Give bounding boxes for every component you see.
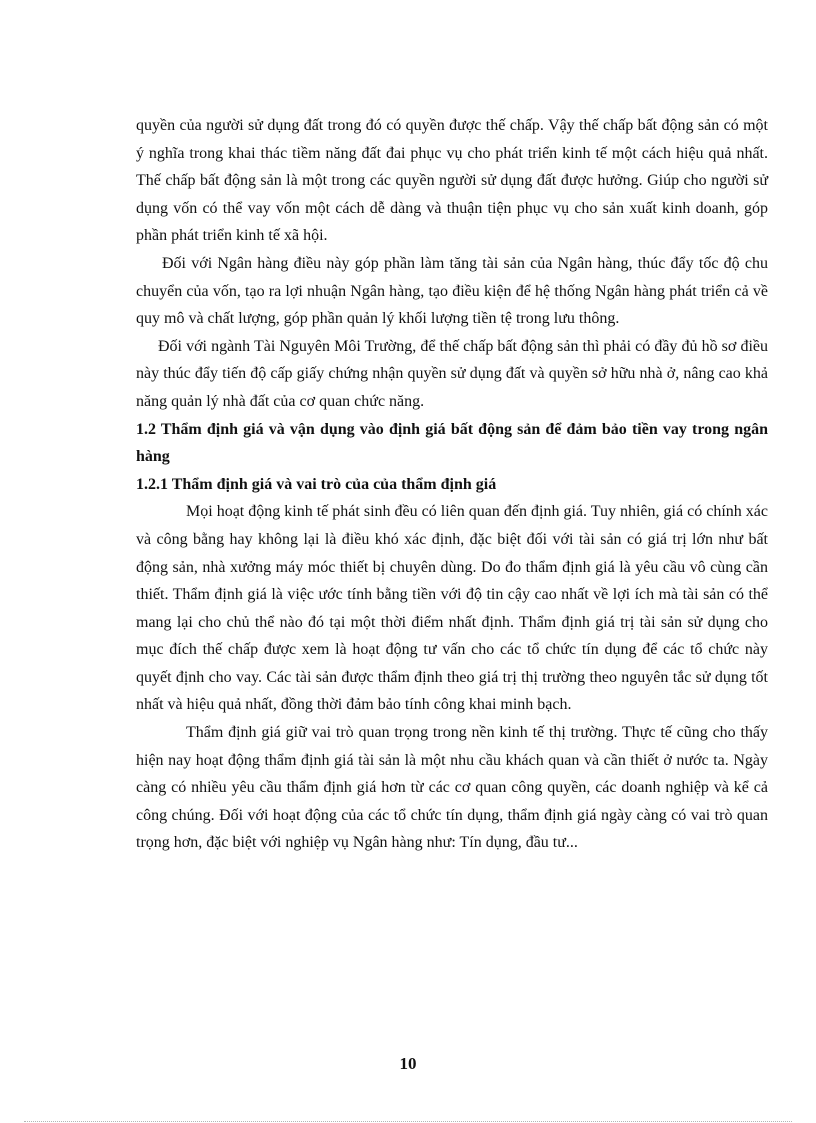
paragraph-land-use-rights: quyền của người sử dụng đất trong đó có quyền được thế chấp. Vậy thế chấp bất động sản có một ý nghĩa trong khai thác tiềm năng đất đai phục vụ cho phát triển kinh tế một cách hiệu quả nhất. Thế chấp bất động sản là một trong các quyền người sử dụng đất được hưởng. Giúp cho người sử dụng vốn có thể vay vốn một cách dễ dàng và thuận tiện phục vụ cho sản xuất kinh doanh, góp phần phát triển kinh tế xã hội. [136, 117, 768, 245]
paragraph-natural-resources: Đối với ngành Tài Nguyên Môi Trường, để thế chấp bất động sản thì phải có đầy đủ hồ sơ điều này thúc đẩy tiến độ cấp giấy chứng nhận quyền sử dụng đất và quyền sở hữu nhà ở, nâng cao khả năng quản lý nhà đất của cơ quan chức năng. [136, 337, 768, 410]
subsection-heading-1-2-1: 1.2.1 Thẩm định giá và vai trò của của thẩm định giá [136, 475, 497, 493]
paragraph-valuation-role: Thẩm định giá giữ vai trò quan trọng trong nền kinh tế thị trường. Thực tế cũng cho thấy hiện nay hoạt động thẩm định giá tài sản là một nhu cầu khách quan và cần thiết ở nước ta. Ngày càng có nhiều yêu cầu thẩm định giá hơn từ các cơ quan công quyền, các doanh nghiệp và kể cả công chúng. Đối với hoạt động của các tổ chức tín dụng, thẩm định giá ngày càng có vai trò quan trọng hơn, đặc biệt với nghiệp vụ Ngân hàng như: Tín dụng, đầu tư... [136, 724, 768, 852]
paragraph-valuation-definition: Mọi hoạt động kinh tế phát sinh đều có liên quan đến định giá. Tuy nhiên, giá có chính xác và công bằng hay không lại là điều khó xác định, đặc biệt đối với tài sản có giá trị lớn như bất động sản, nhà xưởng máy móc thiết bị chuyên dùng. Do đo thẩm định giá là yêu cầu vô cùng cần thiết. Thẩm định giá là việc ước tính bằng tiền với độ tin cậy cao nhất về lợi ích mà tài sản có thể mang lại cho chủ thể nào đó tại một thời điểm nhất định. Thẩm định giá trị tài sản sử dụng cho mục đích thế chấp được xem là hoạt động tư vấn cho các tổ chức tín dụng để các tổ chức này quyết định cho vay. Các tài sản được thẩm định theo giá trị thị trường theo nguyên tắc sử dụng tốt nhất và hiệu quả nhất, đồng thời đảm bảo tính công khai minh bạch. [136, 503, 768, 714]
page-bottom-divider [24, 1121, 792, 1122]
section-heading-1-2: 1.2 Thẩm định giá và vận dụng vào định giá bất động sản để đảm bảo tiền vay trong ngân hàng [136, 420, 768, 466]
page-body [136, 112, 768, 857]
page-number: 10 [399, 1054, 417, 1073]
paragraph-banks: Đối với Ngân hàng điều này góp phần làm tăng tài sản của Ngân hàng, thúc đẩy tốc độ chu chuyển của vốn, tạo ra lợi nhuận Ngân hàng, tạo điều kiện để hệ thống Ngân hàng phát triển cả về quy mô và chất lượng, góp phần quản lý khối lượng tiền tệ trong lưu thông. [136, 254, 768, 328]
